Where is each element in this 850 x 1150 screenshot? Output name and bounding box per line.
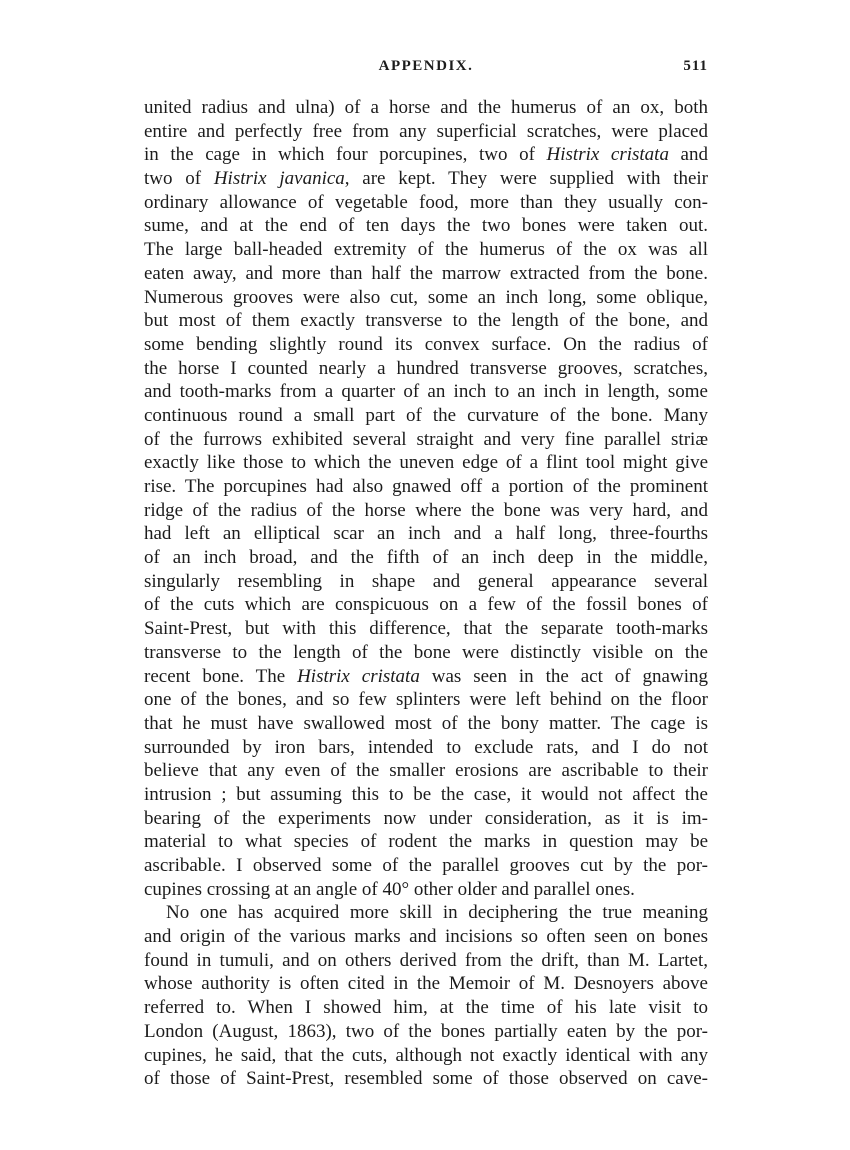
text-line: referred to. When I showed him, at the time of his late visit to	[144, 997, 708, 1019]
text-line: cupines, he said, that the cuts, although not exactly identical with any	[144, 1044, 708, 1066]
text-fragment: in the cage in which four porcupines, two of	[144, 144, 547, 166]
text-line: of the cuts which are conspicuous on a few of the fossil bones of	[144, 594, 708, 616]
text-line: entire and perfectly free from any superficial scratches, were placed	[144, 120, 708, 142]
text-line: of an inch broad, and the fifth of an inch deep in the middle,	[144, 547, 708, 569]
text-line: ridge of the radius of the horse where the bone was very hard, and	[144, 499, 708, 521]
text-line: some bending slightly round its convex surface. On the radius of	[144, 333, 708, 355]
text-line: believe that any even of the smaller erosions are ascribable to their	[144, 760, 708, 782]
text-fragment: and	[668, 144, 708, 166]
text-fragment: recent bone. The	[144, 665, 298, 687]
text-line: the horse I counted nearly a hundred transverse grooves, scratches,	[144, 357, 708, 379]
italic-species-name: Histrix javanica	[213, 168, 345, 190]
text-line: Numerous grooves were also cut, some an inch long, some oblique,	[144, 286, 708, 308]
body-text	[144, 96, 708, 1091]
text-line: rise. The porcupines had also gnawed off a portion of the prominent	[144, 476, 708, 497]
page-number: 511	[683, 58, 708, 74]
text-line: but most of them exactly transverse to the length of the bone, and	[144, 310, 708, 332]
text-fragment: was seen in the act of gnawing	[419, 665, 708, 687]
text-line: one of the bones, and so few splinters were left behind on the floor	[144, 689, 708, 711]
text-line: The large ball-headed extremity of the humerus of the ox was all	[144, 239, 708, 261]
text-fragment: two of	[144, 168, 214, 190]
text-line: and tooth-marks from a quarter of an inch to an inch in length, some	[144, 381, 708, 403]
text-line: found in tumuli, and on others derived from the drift, than M. Lartet,	[144, 949, 708, 971]
text-line: ascribable. I observed some of the parallel grooves cut by the por-	[144, 855, 708, 876]
text-line: material to what species of rodent the marks in question may be	[144, 831, 708, 853]
text-line: bearing of the experiments now under consideration, as it is im-	[144, 807, 708, 829]
text-line: No one has acquired more skill in deciphering the true meaning	[166, 902, 708, 924]
text-line: sume, and at the end of ten days the two bones were taken out.	[144, 215, 708, 237]
text-line: united radius and ulna) of a horse and the humerus of an ox, both	[144, 97, 708, 118]
text-fragment: , are kept. They were supplied with their	[344, 168, 709, 190]
text-line: transverse to the length of the bone were distinctly visible on the	[144, 641, 708, 663]
text-line: intrusion ; but assuming this to be the case, it would not affect the	[144, 783, 708, 805]
text-line: eaten away, and more than half the marrow extracted from the bone.	[144, 262, 708, 284]
text-line: whose authority is often cited in the Memoir of M. Desnoyers above	[144, 973, 708, 995]
text-line	[144, 167, 708, 191]
text-line: London (August, 1863), two of the bones partially eaten by the por-	[144, 1020, 708, 1042]
text-line: continuous round a small part of the curvature of the bone. Many	[144, 404, 708, 426]
text-line: of those of Saint-Prest, resembled some of those observed on cave-	[144, 1068, 708, 1090]
italic-species-name: Histrix cristata	[297, 665, 420, 687]
italic-species-name: Histrix cristata	[546, 144, 669, 166]
text-line: cupines crossing at an angle of 40° other older and parallel ones.	[144, 878, 635, 900]
text-line	[144, 665, 708, 689]
text-line: singularly resembling in shape and general appearance several	[144, 570, 708, 592]
text-line: had left an elliptical scar an inch and a half long, three-fourths	[144, 523, 708, 545]
text-line: exactly like those to which the uneven edge of a flint tool might give	[144, 452, 708, 474]
text-line: of the furrows exhibited several straight and very fine parallel striæ	[144, 428, 708, 450]
running-head	[144, 58, 708, 82]
text-line: that he must have swallowed most of the bony matter. The cage is	[144, 712, 708, 734]
text-line: and origin of the various marks and incisions so often seen on bones	[144, 926, 708, 948]
text-line: surrounded by iron bars, intended to exclude rats, and I do not	[144, 736, 708, 758]
text-line	[144, 143, 708, 167]
text-line: Saint-Prest, but with this difference, that the separate tooth-marks	[144, 618, 708, 640]
text-line: ordinary allowance of vegetable food, more than they usually con-	[144, 191, 708, 213]
running-title: APPENDIX.	[378, 58, 474, 74]
